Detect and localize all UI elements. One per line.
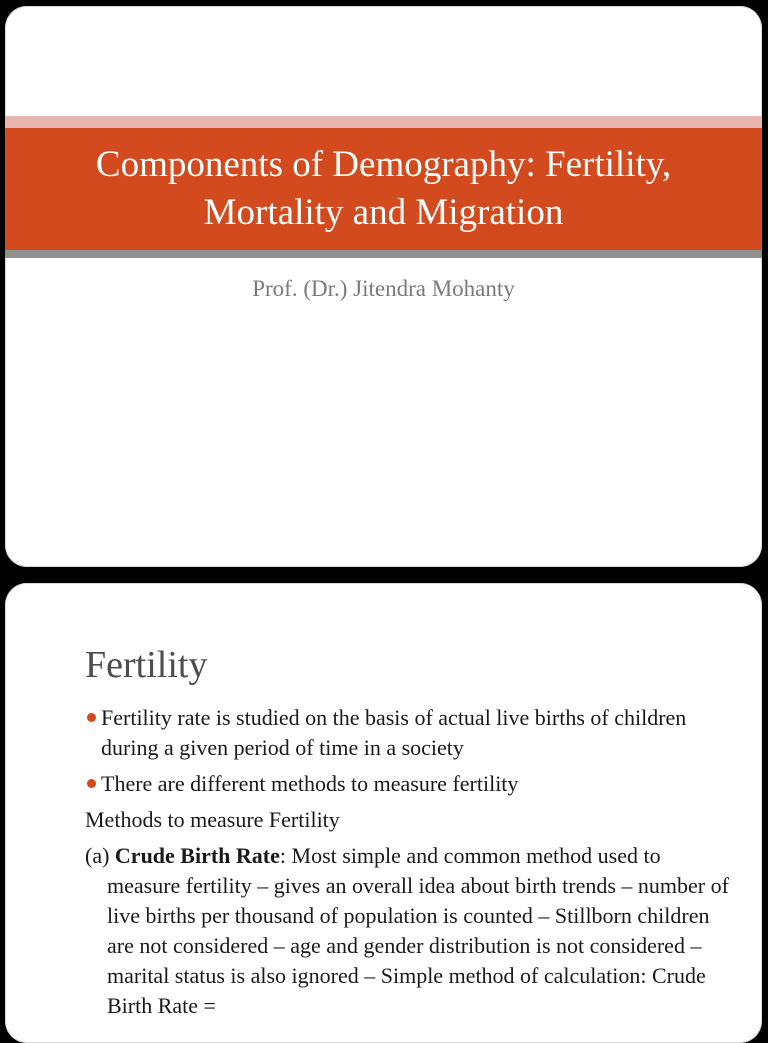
bullet-item xyxy=(83,769,733,799)
method-paragraph xyxy=(83,841,733,1021)
title-slide xyxy=(5,6,762,567)
slide-title xyxy=(24,141,744,237)
slide-subtitle: Prof. (Dr.) Jitendra Mohanty xyxy=(252,276,515,301)
title-band xyxy=(5,128,762,250)
bullet-icon xyxy=(87,713,96,722)
bullet-item xyxy=(83,703,733,763)
methods-label: Methods to measure Fertility xyxy=(85,807,340,832)
slide-title-line1: Components of Demography: Fertility, xyxy=(95,144,672,185)
slide-body xyxy=(83,703,733,1021)
method-term: Crude Birth Rate xyxy=(114,843,280,868)
slide-heading: Fertility xyxy=(85,644,208,686)
content-slide xyxy=(5,583,762,1043)
bullet-icon xyxy=(87,779,96,788)
bullet-text: There are different methods to measure fertility xyxy=(101,771,519,796)
method-prefix: (a) xyxy=(85,843,115,868)
method-text: : Most simple and common method used to measure fertility – gives an overall idea about birth trends – number of live births per thousand of population is counted – Stillborn children are not considered – age and gender distribution is not considered – marital status is also ignored – Simple method of calculation: Crude Birth Rate = xyxy=(107,843,729,1018)
title-band-shadow xyxy=(5,250,762,258)
bullet-text: Fertility rate is studied on the basis of actual live births of children during a given period of time in a society xyxy=(101,705,687,760)
title-band-highlight xyxy=(5,116,762,128)
slide-title-line2: Mortality and Migration xyxy=(203,192,564,233)
